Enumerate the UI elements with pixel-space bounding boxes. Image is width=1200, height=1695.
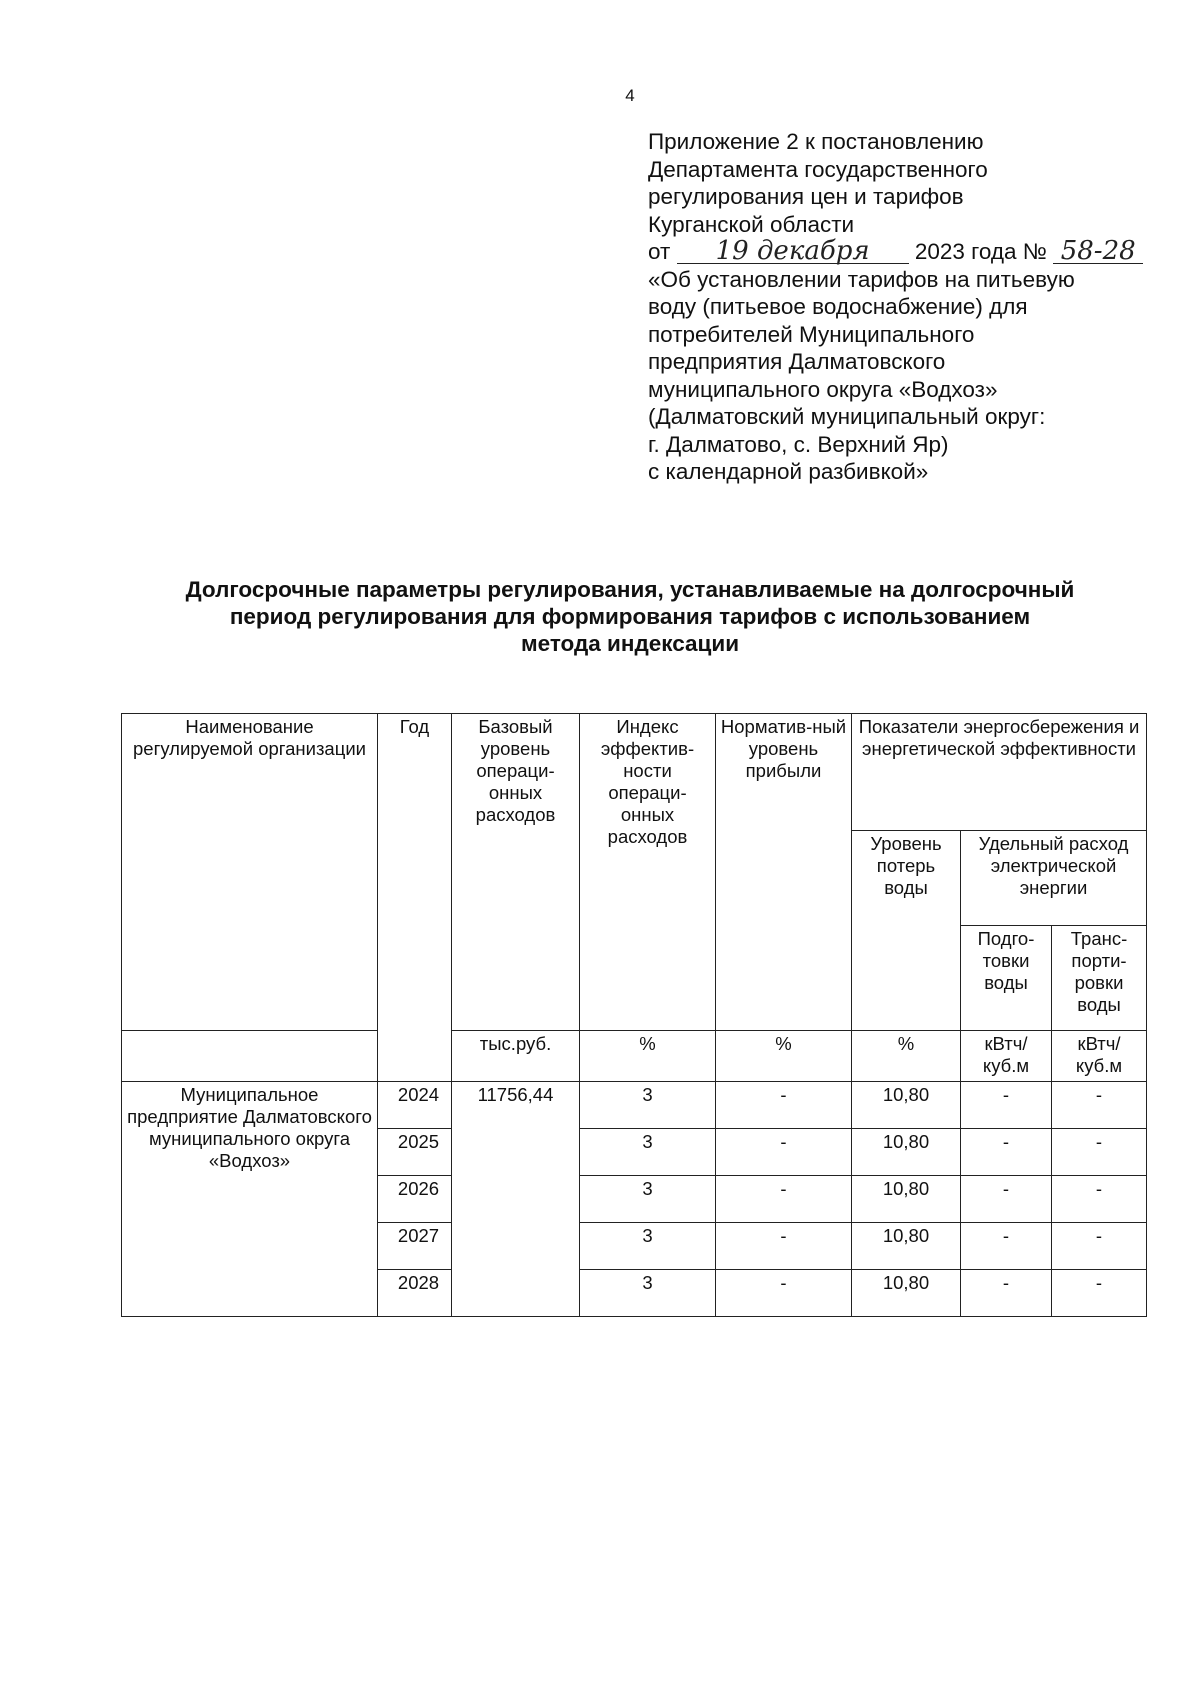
units-loss: % xyxy=(852,1031,961,1082)
row-loss: 10,80 xyxy=(852,1270,961,1317)
row-preparation: - xyxy=(961,1082,1052,1129)
units-base: тыс.руб. xyxy=(452,1031,580,1082)
row-profit: - xyxy=(716,1176,852,1223)
handwritten-date: 19 декабря xyxy=(677,239,909,264)
organization-name: Муниципальное предприятие Далматовского муниципального округа «Водхоз» xyxy=(122,1082,378,1317)
subject-line: «Об установлении тарифов на питьевую xyxy=(648,266,1075,292)
subject-line: с календарной разбивкой» xyxy=(648,459,929,484)
subject-line: муниципального округа «Водхоз» xyxy=(648,376,998,402)
header-profit-level: Норматив-ный уровень прибыли xyxy=(716,714,852,1031)
units-index: % xyxy=(580,1031,716,1082)
subject-line: воду (питьевое водоснабжение) для xyxy=(648,294,1028,319)
title-line: период регулирования для формирования тарифов с использованием xyxy=(229,604,1031,629)
row-year: 2026 xyxy=(378,1176,452,1223)
year-text: 2023 года № xyxy=(914,239,1047,264)
units-profit: % xyxy=(716,1031,852,1082)
row-index: 3 xyxy=(580,1176,716,1223)
row-loss: 10,80 xyxy=(852,1223,961,1270)
subject-line: потребителей Муниципального xyxy=(648,321,975,347)
header-organization: Наименование регулируемой организации xyxy=(122,714,378,1031)
appendix-line: Приложение 2 к постановлению xyxy=(648,129,984,154)
subject-line: г. Далматово, с. Верхний Яр) xyxy=(648,431,949,457)
title-line: метода индексации xyxy=(520,631,740,656)
document-title xyxy=(100,576,1160,657)
row-index: 3 xyxy=(580,1082,716,1129)
row-year: 2024 xyxy=(378,1082,452,1129)
row-preparation: - xyxy=(961,1176,1052,1223)
row-transport: - xyxy=(1052,1176,1147,1223)
row-profit: - xyxy=(716,1270,852,1317)
units-organization-empty xyxy=(122,1031,378,1082)
row-loss: 10,80 xyxy=(852,1082,961,1129)
row-index: 3 xyxy=(580,1270,716,1317)
appendix-line: регулирования цен и тарифов xyxy=(648,184,964,209)
row-transport: - xyxy=(1052,1223,1147,1270)
page-number: 4 xyxy=(625,86,635,105)
appendix-line: Курганской области xyxy=(648,211,855,237)
header-water-loss: Уровень потерь воды xyxy=(852,831,961,1031)
row-preparation: - xyxy=(961,1223,1052,1270)
row-loss: 10,80 xyxy=(852,1176,961,1223)
header-water-transport: Транс-порти-ровки воды xyxy=(1052,926,1147,1031)
header-efficiency-index: Индекс эффектив-ности операци-онных расходов xyxy=(580,714,716,1031)
appendix-line: Департамента государственного xyxy=(648,156,988,182)
row-year: 2028 xyxy=(378,1270,452,1317)
row-transport: - xyxy=(1052,1082,1147,1129)
header-specific-consumption: Удельный расход электрической энергии xyxy=(961,831,1147,926)
header-base-expenses: Базовый уровень операци-онных расходов xyxy=(452,714,580,1031)
row-index: 3 xyxy=(580,1129,716,1176)
row-year: 2025 xyxy=(378,1129,452,1176)
table-row xyxy=(122,1082,1147,1129)
row-index: 3 xyxy=(580,1223,716,1270)
row-profit: - xyxy=(716,1082,852,1129)
row-transport: - xyxy=(1052,1270,1147,1317)
row-profit: - xyxy=(716,1129,852,1176)
row-preparation: - xyxy=(961,1270,1052,1317)
date-prefix: от xyxy=(648,239,671,264)
row-preparation: - xyxy=(961,1129,1052,1176)
subject-line: (Далматовский муниципальный округ: xyxy=(648,404,1046,429)
parameters-table xyxy=(121,713,1147,1317)
header-energy-indicators: Показатели энергосбережения и энергетической эффективности xyxy=(852,714,1147,831)
row-year: 2027 xyxy=(378,1223,452,1270)
handwritten-number: 58-28 xyxy=(1053,239,1143,264)
title-line: Долгосрочные параметры регулирования, устанавливаемые на долгосрочный xyxy=(185,577,1075,602)
header-water-preparation: Подго-товки воды xyxy=(961,926,1052,1031)
appendix-date-line xyxy=(648,238,1148,266)
units-transport: кВтч/ куб.м xyxy=(1052,1031,1147,1082)
units-preparation: кВтч/ куб.м xyxy=(961,1031,1052,1082)
subject-line: предприятия Далматовского xyxy=(648,349,946,374)
row-profit: - xyxy=(716,1223,852,1270)
row-loss: 10,80 xyxy=(852,1129,961,1176)
row-transport: - xyxy=(1052,1129,1147,1176)
appendix-header xyxy=(648,128,1148,486)
header-year: Год xyxy=(378,714,452,1082)
base-value: 11756,44 xyxy=(452,1082,580,1317)
